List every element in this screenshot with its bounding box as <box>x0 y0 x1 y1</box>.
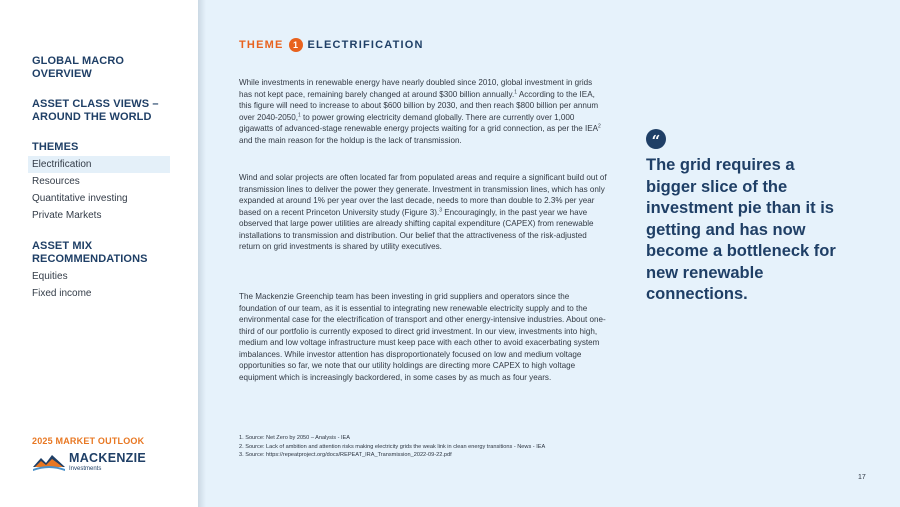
nav-item-quantitative-investing[interactable]: Quantitative investing <box>32 193 128 204</box>
watermark <box>6 478 98 498</box>
nav-item-electrification[interactable]: Electrification <box>28 156 170 173</box>
footnote-2: 2. Source: Lack of ambition and attention risks making electricity grids the weak link in clean energy transitions - News - IEA <box>239 443 546 450</box>
theme-title <box>239 38 424 52</box>
watermark-icon <box>6 480 34 496</box>
theme-word: THEME <box>239 39 284 51</box>
footnote-ref: 3 <box>439 206 442 213</box>
pull-quote: The grid requires a bigger slice of the investment pie than it is getting and has now become a bottleneck for new renewable connections. <box>646 156 836 303</box>
footnote-ref: 1 <box>514 88 518 95</box>
nav-heading-asset-class-views[interactable]: ASSET CLASS VIEWS – AROUND THE WORLD <box>32 98 159 123</box>
p1-text-c: to power growing electricity demand globally. There are currently over 1,000 gigawatts of advanced-stage renewable energy projects waiting for a grid connection, as per the IEA <box>239 112 599 133</box>
footnotes <box>239 434 639 460</box>
nav-section-themes <box>32 141 170 224</box>
mackenzie-logo-icon <box>32 451 66 473</box>
nav-section-asset-class <box>32 98 172 124</box>
nav-item-private-markets[interactable]: Private Markets <box>32 210 102 221</box>
p1-text-d: and the main reason for the holdup is the lack of transmission. <box>239 135 462 145</box>
panel-shadow <box>198 0 206 507</box>
p1-text-a: While investments in renewable energy have nearly doubled since 2010, global investment in grids has not kept pace, remaining barely changed at around $300 billion annually. <box>239 78 593 99</box>
watermark-text: 大数跨境 <box>38 480 98 496</box>
page-number: 17 <box>858 474 866 481</box>
theme-number-badge: 1 <box>289 38 303 52</box>
footnote-3: 3. Source: https://repeatproject.org/docs/REPEAT_IRA_Transmission_2022-09-22.pdf <box>239 452 452 458</box>
logo-subtitle: Investments <box>69 465 102 472</box>
body-paragraph-1 <box>239 77 607 146</box>
footnote-ref: 1 <box>297 111 301 118</box>
p2-text-a: Wind and solar projects are often located far from populated areas and require a significant build out of transmission lines to deliver the power they generate. Investment in transmission lines, which has only expanded at around 1% per year over the last decade, needs to more than double to 2.3% per year based on a recent Princeton University study (Figure 3). <box>239 173 607 217</box>
logo-name: MACKENZIE <box>69 450 147 465</box>
nav-item-resources[interactable]: Resources <box>32 176 80 187</box>
quote-icon: “ <box>646 129 666 149</box>
nav-heading-asset-mix[interactable]: ASSET MIX RECOMMENDATIONS <box>32 240 148 265</box>
mackenzie-logo <box>32 451 146 473</box>
p2-text-b: Encouragingly, in the past year we have observed that large power utilities are already shifting capital expenditure (CAPEX) from renewable installations to transmission and distribution. Our belief that the attractiveness of the risk-adjusted return on grid investments is shared by utility executives. <box>239 207 594 251</box>
nav-item-fixed-income[interactable]: Fixed income <box>32 288 92 299</box>
market-outlook-label: 2025 MARKET OUTLOOK <box>32 436 145 446</box>
body-paragraph-3: The Mackenzie Greenchip team has been investing in grid suppliers and operators since the foundation of our team, as it is essential to integrating new renewable electricity supply and to the environmental case for the electrification of transport and other energy-intensive industries. About one-third of our portfolio is currently exposed to direct grid investment. In our view, investments into high, medium and low voltage infrastructure must keep pace with each other to avoid exacerbating system imbalances. While investor attention has disproportionately focused on low and medium voltage opportunities so far, we note that our utility holdings are directing more CAPEX to high voltage equipment which is increasingly backordered, in some cases by as much as four years. <box>239 292 606 382</box>
nav-section-asset-mix <box>32 240 172 302</box>
nav-heading-global-macro[interactable]: GLOBAL MACRO OVERVIEW <box>32 55 125 80</box>
body-paragraph-2 <box>239 172 607 253</box>
theme-name: ELECTRIFICATION <box>307 39 424 51</box>
p1-text-b: According to the IEA, this figure will need to increase to about $600 billion by 2030, and then reach $800 billion per annum over 2040-2050, <box>239 89 599 122</box>
footnote-ref: 2 <box>598 123 601 130</box>
footnote-1: 1. Source: Net Zero by 2050 – Analysis - IEA <box>239 435 350 441</box>
nav-section-macro <box>32 55 152 81</box>
nav-item-equities[interactable]: Equities <box>32 271 68 282</box>
nav-heading-themes[interactable]: THEMES <box>32 141 79 153</box>
sidebar-nav <box>0 0 198 507</box>
